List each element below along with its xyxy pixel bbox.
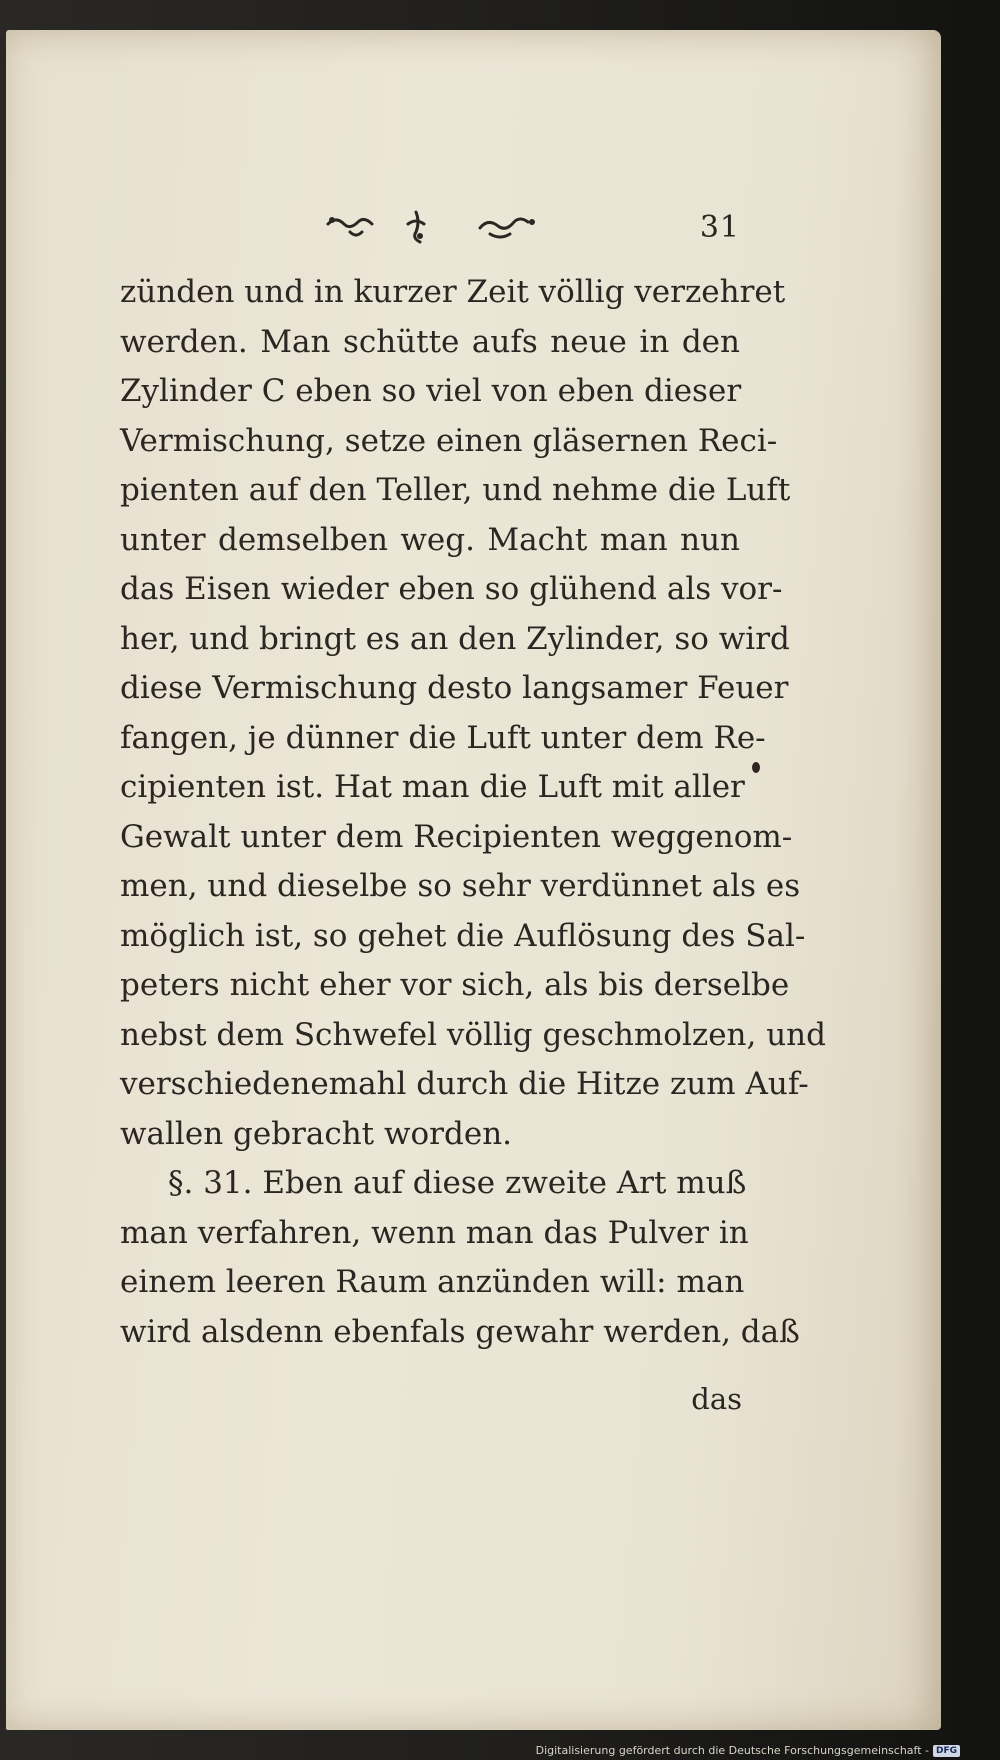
text-line: fangen, je dünner die Luft unter dem Re-: [120, 719, 766, 756]
text-line: nebst dem Schwefel völlig geschmolzen, und: [120, 1016, 826, 1053]
text-line: unter demselben weg. Macht man nun: [120, 521, 740, 558]
text-line: werden. Man schütte aufs neue in den: [120, 323, 740, 360]
section-start-line: §. 31. Eben auf diese zweite Art muß: [168, 1165, 747, 1201]
text-line: wird alsdenn ebenfals gewahr werden, daß: [120, 1313, 800, 1350]
text-line: möglich ist, so gehet die Auflösung des Sal-: [120, 917, 806, 954]
text-line: Gewalt unter dem Recipienten weggenom-: [120, 818, 793, 855]
credit-text: Digitalisierung gefördert durch die Deutsche Forschungsgemeinschaft -: [535, 1744, 929, 1757]
text-line: Vermischung, setze einen gläsernen Reci-: [120, 422, 778, 459]
text-line: das Eisen wieder eben so glühend als vor-: [120, 571, 783, 607]
text-line: diese Vermischung desto langsamer Feuer: [120, 670, 789, 706]
text-line: man verfahren, wenn man das Pulver in: [120, 1214, 749, 1251]
body-text: [120, 268, 826, 1357]
text-line: einem leeren Raum anzünden will: man: [120, 1264, 745, 1300]
text-line: pienten auf den Teller, und nehme die Luft: [120, 472, 791, 508]
dfg-logo: DFG: [933, 1745, 960, 1757]
text-line: verschiedenemahl durch die Hitze zum Auf-: [120, 1066, 809, 1102]
ink-blot: [752, 762, 760, 773]
text-line: her, und bringt es an den Zylinder, so wird: [120, 620, 790, 657]
text-line: wallen gebracht worden.: [120, 1115, 513, 1152]
page-number: 31: [699, 210, 740, 245]
text-line: men, und dieselbe so sehr verdünnet als es: [120, 868, 801, 904]
page-header: [120, 206, 740, 246]
digitization-credit: [536, 1744, 960, 1757]
text-line: peters nicht eher vor sich, als bis derselbe: [120, 967, 790, 1003]
catchword: das: [691, 1382, 742, 1416]
text-line: Zylinder C eben so viel von eben dieser: [120, 373, 742, 409]
text-line: cipienten ist. Hat man die Luft mit aller: [120, 769, 745, 805]
printers-ornament-vignette: [320, 206, 560, 246]
text-line: zünden und in kurzer Zeit völlig verzehret: [120, 274, 786, 310]
